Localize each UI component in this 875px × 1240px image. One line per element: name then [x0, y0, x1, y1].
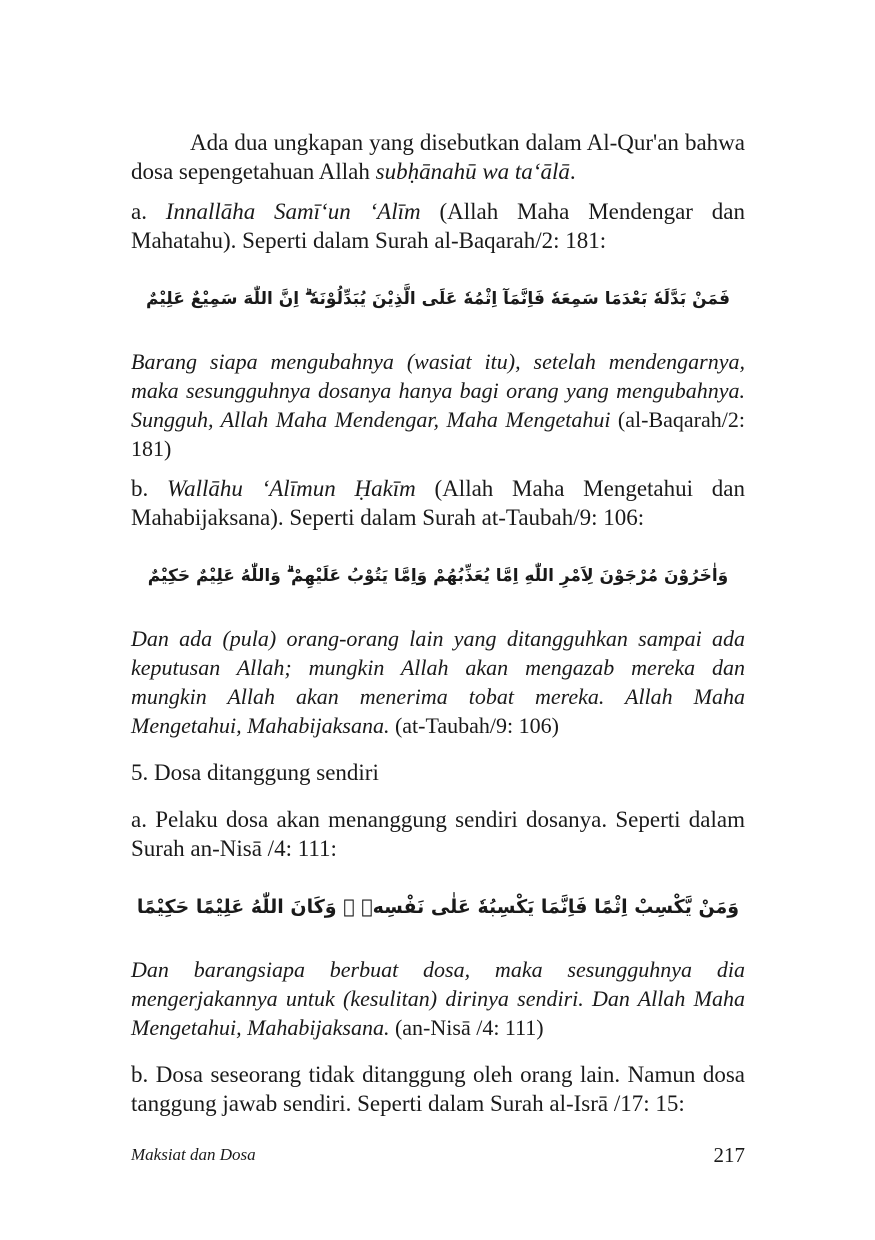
- item-a1-prefix: a.: [131, 199, 166, 224]
- item-b1-term: Wallāhu ‘Alīmun Ḥakīm: [167, 476, 416, 501]
- arabic-verse-nisa-111: وَمَنْ يَّكْسِبْ اِثْمًا فَاِنَّمَا يَكْسِبُهٗ عَلٰى نَفْسِهٖ ۗ وَكَانَ اللّٰهُ عَلِيْمًا حَكِيْمًا: [136, 896, 740, 918]
- translation-taubah-106: [131, 624, 745, 740]
- page-number: 217: [713, 1143, 745, 1167]
- intro-italic: subḥānahū wa ta‘ālā: [375, 159, 570, 184]
- item-b1-text: (Allah Maha Mengetahui dan Mahabijaksana). Seperti dalam Surah at-Taubah/9: 106:: [131, 476, 745, 530]
- running-footer-title: Maksiat dan Dosa: [131, 1145, 256, 1164]
- item-a1-text: (Allah Maha Mendengar dan Mahatahu). Seperti dalam Surah al-Baqarah/2: 181:: [131, 199, 745, 253]
- intro-text: Ada dua ungkapan yang disebutkan dalam Al-Qur'an bahwa dosa sepengetahuan Allah: [131, 130, 745, 184]
- intro-paragraph: [131, 128, 745, 186]
- section-heading-5: 5. Dosa ditanggung sendiri: [131, 760, 379, 785]
- translation-1-ref: (al-Baqarah/2: 181): [131, 407, 745, 461]
- item-b-dosa-seseorang: b. Dosa seseorang tidak ditanggung oleh orang lain. Namun dosa tanggung jawab sendiri. Seperti dalam Surah al-Isrā /17: 15:: [131, 1062, 745, 1116]
- translation-nisa-111: [131, 955, 745, 1042]
- intro-end: .: [569, 159, 576, 184]
- item-b1-prefix: b.: [131, 476, 168, 501]
- page-content: [131, 128, 745, 1118]
- translation-baqarah-181: [131, 347, 745, 463]
- item-a1-term: Innallāha Samī‘un ‘Alīm: [165, 199, 421, 224]
- translation-2-ref: (at-Taubah/9: 106): [389, 713, 559, 738]
- translation-3-ref: (an-Nisā /4: 111): [389, 1015, 544, 1040]
- item-a-pelaku-dosa: a. Pelaku dosa akan menanggung sendiri dosanya. Seperti dalam Surah an-Nisā /4: 111:: [131, 807, 745, 861]
- arabic-verse-baqarah-181: فَمَنْ بَدَّلَهٗ بَعْدَمَا سَمِعَهٗ فَاِنَّمَآ اِثْمُهٗ عَلَى الَّذِيْنَ يُبَدِّلُوْنَهٗ ۗ اِنَّ اللّٰهَ سَمِيْعٌ عَلِيْمٌ: [146, 289, 730, 309]
- arabic-verse-taubah-106: وَاٰخَرُوْنَ مُرْجَوْنَ لِاَمْرِ اللّٰهِ اِمَّا يُعَذِّبُهُمْ وَاِمَّا يَتُوْبُ عَلَيْهِمْ ۗ وَاللّٰهُ عَلِيْمٌ حَكِيْمٌ: [147, 566, 729, 586]
- translation-2-text: Dan ada (pula) orang-orang lain yang ditangguhkan sampai ada keputusan Allah; mungkin Allah akan mengazab mereka dan mungkin Allah akan menerima tobat mereka. Allah Maha Mengetahui, Mahabijaksana.: [131, 626, 745, 738]
- page-footer: [131, 1145, 745, 1175]
- translation-1-text: Barang siapa mengubahnya (wasiat itu), setelah mendengarnya, maka sesungguhnya dosanya hanya bagi orang yang mengubahnya. Sungguh, Allah Maha Mendengar, Maha Mengetahui: [131, 349, 745, 432]
- item-b-alimun-hakim: [131, 474, 745, 532]
- translation-3-text: Dan barangsiapa berbuat dosa, maka sesungguhnya dia mengerjakannya untuk (kesulitan) dirinya sendiri. Dan Allah Maha Mengetahui, Mahabijaksana.: [131, 957, 745, 1040]
- item-a-samiun-alim: [131, 197, 745, 255]
